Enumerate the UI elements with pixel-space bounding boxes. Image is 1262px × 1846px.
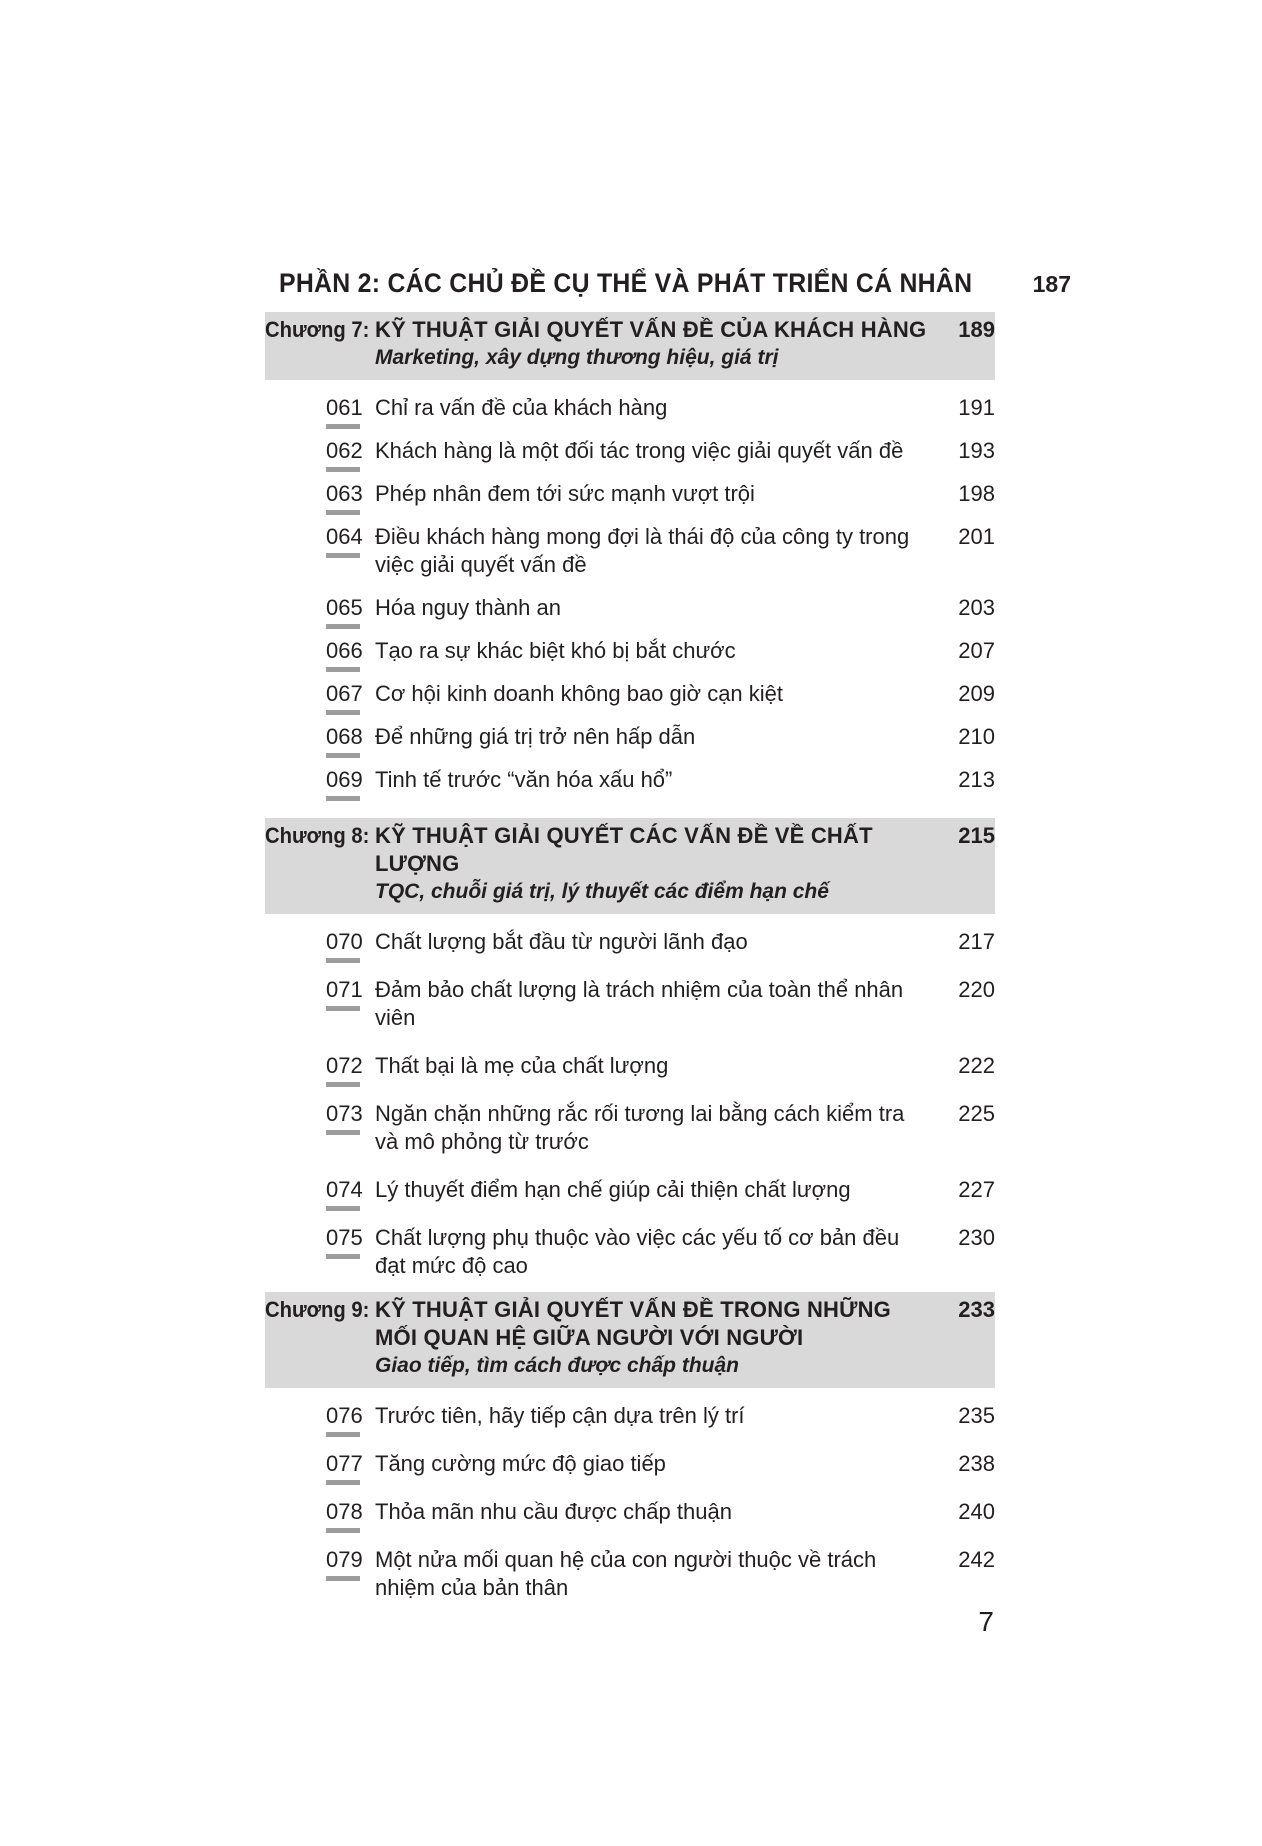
toc-entry: [265, 594, 995, 622]
entry-page-number: 220: [958, 977, 995, 1002]
entry-title: Chỉ ra vấn đề của khách hàng: [375, 395, 668, 420]
entry-number: 065: [326, 594, 363, 629]
chapter-label: Chương 7:: [265, 317, 370, 342]
chapter-page-number: 215: [958, 823, 995, 848]
entry-title: Trước tiên, hãy tiếp cận dựa trên lý trí: [375, 1403, 745, 1428]
chapter-heading: [265, 1292, 995, 1388]
entry-title: Thỏa mãn nhu cầu được chấp thuận: [375, 1499, 732, 1524]
entry-title: Cơ hội kinh doanh không bao giờ cạn kiệt: [375, 681, 784, 706]
part-page-number: 187: [1032, 271, 1071, 297]
chapter-page-number: 189: [958, 317, 995, 342]
entry-number: 070: [326, 928, 363, 963]
part-heading: [265, 268, 1071, 306]
number-underline: [326, 1082, 360, 1087]
toc-entry: [265, 1546, 995, 1602]
entry-title: Chất lượng phụ thuộc vào việc các yếu tố cơ bản đều đạt mức độ cao: [375, 1225, 900, 1278]
toc-entry: [265, 976, 995, 1032]
toc-entry: [265, 394, 995, 422]
entry-title: Đảm bảo chất lượng là trách nhiệm của toàn thể nhân viên: [375, 977, 904, 1030]
toc-entry: [265, 1450, 995, 1478]
entry-title: Điều khách hàng mong đợi là thái độ của công ty trong việc giải quyết vấn đề: [375, 524, 910, 577]
entry-number: 067: [326, 680, 363, 715]
entry-page-number: 210: [958, 724, 995, 749]
entry-page-number: 209: [958, 681, 995, 706]
entry-number: 077: [326, 1450, 363, 1485]
toc-entry: [265, 437, 995, 465]
page-number: 7: [978, 1606, 994, 1637]
entry-page-number: 217: [958, 929, 995, 954]
number-underline: [326, 424, 360, 429]
toc-entry: [265, 1176, 995, 1204]
chapter-body: [375, 1296, 935, 1380]
number-underline: [326, 1576, 360, 1581]
entry-title: Lý thuyết điểm hạn chế giúp cải thiện chất lượng: [375, 1177, 851, 1202]
entry-title: Ngăn chặn những rắc rối tương lai bằng cách kiểm tra và mô phỏng từ trước: [375, 1101, 905, 1154]
entry-number: 073: [326, 1100, 363, 1135]
chapter-heading: [265, 312, 995, 380]
entry-number: 069: [326, 766, 363, 801]
number-underline: [326, 1254, 360, 1259]
number-underline: [326, 624, 360, 629]
chapter-title: KỸ THUẬT GIẢI QUYẾT CÁC VẤN ĐỀ VỀ CHẤT LƯỢNG: [375, 823, 873, 876]
toc-entry: [265, 1100, 995, 1156]
chapter-page-number: 233: [958, 1297, 995, 1322]
entry-page-number: 198: [958, 481, 995, 506]
entry-page-number: 225: [958, 1101, 995, 1126]
entry-number: 066: [326, 637, 363, 672]
entry-number: 064: [326, 523, 363, 558]
entry-page-number: 193: [958, 438, 995, 463]
chapter-heading: [265, 818, 995, 914]
entry-number: 071: [326, 976, 363, 1011]
toc-entry: [265, 723, 995, 751]
chapter-body: [375, 822, 935, 906]
entry-page-number: 191: [958, 395, 995, 420]
number-underline: [326, 1206, 360, 1211]
entry-title: Tinh tế trước “văn hóa xấu hổ”: [375, 767, 673, 792]
toc-entry: [265, 766, 995, 794]
entry-number: 068: [326, 723, 363, 758]
number-underline: [326, 710, 360, 715]
entry-title: Chất lượng bắt đầu từ người lãnh đạo: [375, 929, 748, 954]
toc-entry: [265, 1052, 995, 1080]
entry-number: 074: [326, 1176, 363, 1211]
toc-entry: [265, 1402, 995, 1430]
toc-entry: [265, 637, 995, 665]
entry-number: 061: [326, 394, 363, 429]
chapter-title: KỸ THUẬT GIẢI QUYẾT VẤN ĐỀ CỦA KHÁCH HÀNG: [375, 317, 927, 342]
entry-page-number: 213: [958, 767, 995, 792]
entry-title: Hóa nguy thành an: [375, 595, 561, 620]
toc-entry: [265, 928, 995, 956]
number-underline: [326, 667, 360, 672]
entry-page-number: 242: [958, 1547, 995, 1572]
entry-number: 078: [326, 1498, 363, 1533]
table-of-contents: [265, 268, 1071, 1602]
number-underline: [326, 1432, 360, 1437]
number-underline: [326, 467, 360, 472]
chapter-label: Chương 8:: [265, 823, 370, 848]
number-underline: [326, 1528, 360, 1533]
entry-page-number: 240: [958, 1499, 995, 1524]
entry-number: 076: [326, 1402, 363, 1437]
entry-page-number: 201: [958, 524, 995, 549]
chapter-label: Chương 9:: [265, 1297, 370, 1322]
entry-title: Phép nhân đem tới sức mạnh vượt trội: [375, 481, 755, 506]
number-underline: [326, 753, 360, 758]
toc-entry: [265, 480, 995, 508]
chapter-title: KỸ THUẬT GIẢI QUYẾT VẤN ĐỀ TRONG NHỮNG MỐI QUAN HỆ GIỮA NGƯỜI VỚI NGƯỜI: [375, 1297, 891, 1350]
entry-page-number: 238: [958, 1451, 995, 1476]
entry-page-number: 222: [958, 1053, 995, 1078]
entry-number: 075: [326, 1224, 363, 1259]
entry-title: Tăng cường mức độ giao tiếp: [375, 1451, 666, 1476]
entry-title: Thất bại là mẹ của chất lượng: [375, 1053, 669, 1078]
entry-page-number: 235: [958, 1403, 995, 1428]
chapter-subtitle: TQC, chuỗi giá trị, lý thuyết các điểm hạn chế: [375, 880, 829, 903]
entry-title: Một nửa mối quan hệ của con người thuộc về trách nhiệm của bản thân: [375, 1547, 877, 1600]
number-underline: [326, 1480, 360, 1485]
entry-number: 072: [326, 1052, 363, 1087]
toc-entry: [265, 1498, 995, 1526]
number-underline: [326, 796, 360, 801]
number-underline: [326, 958, 360, 963]
entry-page-number: 203: [958, 595, 995, 620]
entry-number: 063: [326, 480, 363, 515]
number-underline: [326, 510, 360, 515]
chapter-subtitle: Giao tiếp, tìm cách được chấp thuận: [375, 1354, 739, 1377]
number-underline: [326, 1130, 360, 1135]
entry-number: 062: [326, 437, 363, 472]
number-underline: [326, 553, 360, 558]
entry-page-number: 207: [958, 638, 995, 663]
entry-number: 079: [326, 1546, 363, 1581]
entry-title: Để những giá trị trở nên hấp dẫn: [375, 724, 696, 749]
toc-entry: [265, 1224, 995, 1280]
part-title: PHẦN 2: CÁC CHỦ ĐỀ CỤ THỂ VÀ PHÁT TRIỂN CÁ NHÂN: [279, 268, 973, 298]
entry-title: Tạo ra sự khác biệt khó bị bắt chước: [375, 638, 736, 663]
number-underline: [326, 1006, 360, 1011]
entry-title: Khách hàng là một đối tác trong việc giải quyết vấn đề: [375, 438, 904, 463]
toc-entry: [265, 523, 995, 579]
entry-page-number: 230: [958, 1225, 995, 1250]
chapter-body: [375, 316, 935, 372]
entry-page-number: 227: [958, 1177, 995, 1202]
chapter-subtitle: Marketing, xây dựng thương hiệu, giá trị: [375, 346, 779, 369]
toc-entry: [265, 680, 995, 708]
